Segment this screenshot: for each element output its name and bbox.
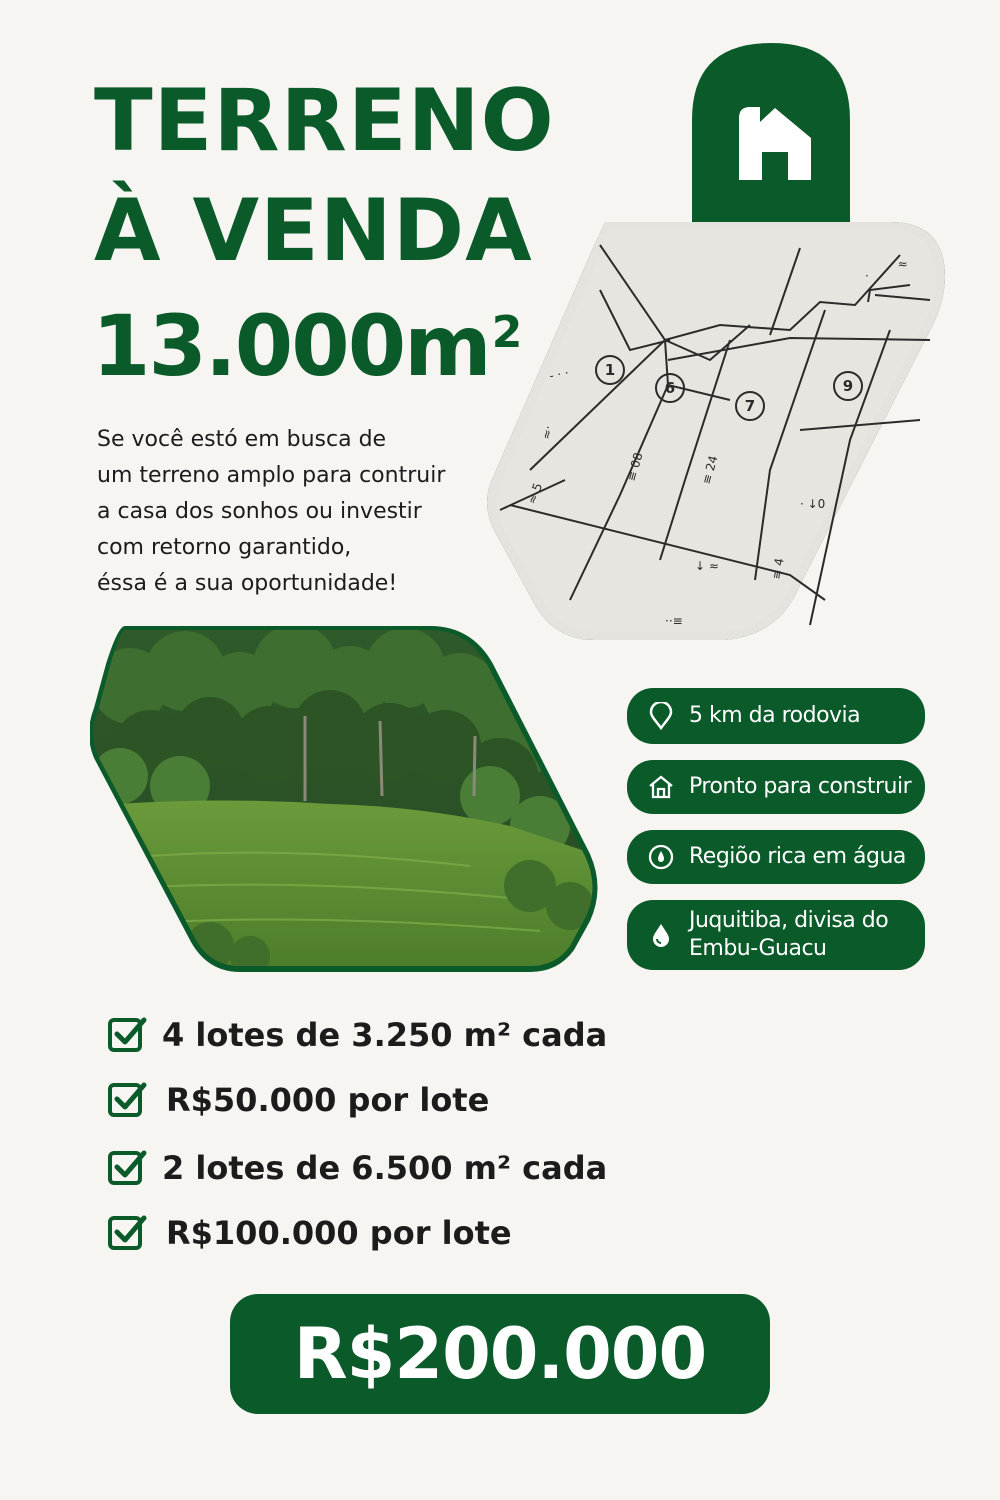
feature-label-multiline (689, 907, 888, 963)
lot-item (106, 1212, 512, 1254)
area-size (92, 297, 521, 395)
intro-line: éssa é a sua oportunidade! (97, 571, 398, 596)
lot-text: R$100.000 por lote (166, 1214, 512, 1252)
intro-line: a casa dos sonhos ou investir (97, 499, 422, 524)
lot-item (106, 1079, 489, 1121)
feature-label-line: Juquitiba, divisa do (689, 908, 889, 933)
water-drop-icon (647, 921, 675, 949)
feature-label: 5 km da rodovia (689, 703, 861, 728)
svg-text:≈·: ≈· (539, 424, 556, 441)
svg-text:≡ 08: ≡ 08 (624, 451, 646, 483)
svg-text:↓ ≈: ↓ ≈ (695, 559, 719, 573)
headline-a-venda: À VENDA (94, 181, 533, 281)
checkbox-checked-icon (106, 1212, 148, 1254)
svg-text:≈ 5: ≈ 5 (524, 481, 546, 507)
feature-pill-rodovia (627, 688, 925, 744)
plan-lot-6: 6 (664, 379, 676, 397)
feature-pill-localizacao (627, 900, 925, 970)
plan-lot-9: 9 (842, 377, 854, 395)
intro-paragraph (97, 422, 487, 602)
site-plan-card (470, 40, 960, 660)
area-exponent: 2 (491, 307, 521, 358)
feature-pill-construir (627, 760, 925, 814)
feature-pill-agua (627, 830, 925, 884)
lot-item (106, 1014, 607, 1056)
svg-text:- · ·: - · · (548, 365, 570, 383)
svg-text:··≡: ··≡ (665, 614, 683, 628)
feature-label: Regiõo rica em água (689, 844, 906, 869)
feature-label: Pronto para construir (689, 774, 912, 799)
total-price: R$200.000 (293, 1313, 707, 1395)
checkbox-checked-icon (106, 1014, 148, 1056)
intro-line: com retorno garantido, (97, 535, 352, 560)
house-icon (647, 773, 675, 801)
area-value: 13.000m (92, 297, 490, 395)
land-photo (90, 626, 600, 972)
svg-text:≡ 24: ≡ 24 (699, 454, 721, 486)
location-pin-icon (647, 702, 675, 730)
svg-text:·: · (865, 269, 869, 283)
svg-text:· ≈: · ≈ (890, 257, 908, 271)
checkbox-checked-icon (106, 1147, 148, 1189)
lot-item (106, 1147, 607, 1189)
svg-text:· ↓0: · ↓0 (800, 497, 826, 511)
plan-lot-7: 7 (744, 397, 756, 415)
svg-text:≡ 4: ≡ 4 (769, 556, 787, 581)
plan-lot-1: 1 (604, 361, 616, 379)
lot-text: 4 lotes de 3.250 m² cada (162, 1016, 608, 1054)
total-price-banner (230, 1294, 770, 1414)
lot-text: R$50.000 por lote (166, 1081, 490, 1119)
feature-label-line: Embu-Guacu (689, 936, 827, 961)
water-drop-icon (647, 843, 675, 871)
headline-terreno: TERRENO (94, 71, 555, 171)
intro-line: Se você estó em busca de (97, 427, 387, 452)
checkbox-checked-icon (106, 1079, 148, 1121)
intro-line: um terreno amplo para contruir (97, 463, 446, 488)
lot-text: 2 lotes de 6.500 m² cada (162, 1149, 608, 1187)
